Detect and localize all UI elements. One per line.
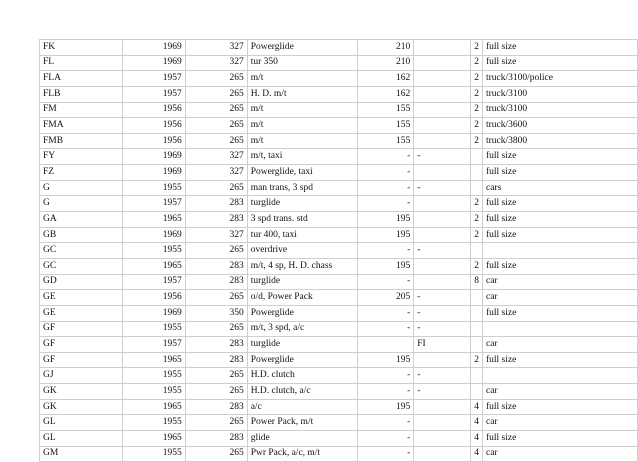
code-cell: GE: [40, 305, 123, 321]
barrel-cell: [471, 337, 483, 353]
carb-cell: [414, 258, 471, 274]
table-row: [40, 337, 638, 353]
code-cell: FL: [40, 55, 123, 71]
year-cell: 1955: [122, 415, 185, 431]
hp-cell: -: [358, 368, 414, 384]
carb-cell: [414, 71, 471, 87]
hp-cell: 205: [358, 290, 414, 306]
application-cell: [482, 243, 637, 259]
application-cell: full size: [482, 196, 637, 212]
year-cell: 1955: [122, 321, 185, 337]
displacement-cell: 327: [185, 227, 247, 243]
displacement-cell: 265: [185, 446, 247, 462]
hp-cell: 210: [358, 40, 414, 56]
carb-cell: -: [414, 384, 471, 400]
transmission-cell: man trans, 3 spd: [247, 180, 357, 196]
displacement-cell: 283: [185, 431, 247, 447]
hp-cell: -: [358, 446, 414, 462]
code-cell: GC: [40, 258, 123, 274]
transmission-cell: Powerglide, taxi: [247, 165, 357, 181]
displacement-cell: 327: [185, 40, 247, 56]
code-cell: GF: [40, 337, 123, 353]
displacement-cell: 327: [185, 149, 247, 165]
displacement-cell: 283: [185, 196, 247, 212]
application-cell: full size: [482, 352, 637, 368]
displacement-cell: 283: [185, 274, 247, 290]
table-row: [40, 180, 638, 196]
barrel-cell: [471, 321, 483, 337]
displacement-cell: 265: [185, 243, 247, 259]
spreadsheet: [39, 39, 638, 462]
carb-cell: [414, 40, 471, 56]
transmission-cell: m/t, 4 sp, H. D. chass: [247, 258, 357, 274]
barrel-cell: 2: [471, 71, 483, 87]
table-row: [40, 133, 638, 149]
year-cell: 1957: [122, 337, 185, 353]
transmission-cell: H. D. m/t: [247, 86, 357, 102]
transmission-cell: turglide: [247, 274, 357, 290]
table-row: [40, 102, 638, 118]
table-row: [40, 368, 638, 384]
barrel-cell: 2: [471, 40, 483, 56]
transmission-cell: m/t: [247, 71, 357, 87]
application-cell: car: [482, 274, 637, 290]
application-cell: car: [482, 290, 637, 306]
barrel-cell: 2: [471, 86, 483, 102]
transmission-cell: H.D. clutch: [247, 368, 357, 384]
barrel-cell: 2: [471, 196, 483, 212]
carb-cell: -: [414, 180, 471, 196]
transmission-cell: a/c: [247, 399, 357, 415]
application-cell: truck/3100/police: [482, 71, 637, 87]
displacement-cell: 265: [185, 415, 247, 431]
year-cell: 1956: [122, 133, 185, 149]
code-cell: GF: [40, 321, 123, 337]
table-row: [40, 71, 638, 87]
transmission-cell: m/t, 3 spd, a/c: [247, 321, 357, 337]
code-cell: FLB: [40, 86, 123, 102]
application-cell: [482, 321, 637, 337]
carb-cell: [414, 165, 471, 181]
displacement-cell: 265: [185, 118, 247, 134]
displacement-cell: 283: [185, 399, 247, 415]
year-cell: 1956: [122, 118, 185, 134]
hp-cell: -: [358, 165, 414, 181]
transmission-cell: Powerglide: [247, 305, 357, 321]
transmission-cell: Pwr Pack, a/c, m/t: [247, 446, 357, 462]
year-cell: 1965: [122, 399, 185, 415]
carb-cell: [414, 212, 471, 228]
displacement-cell: 265: [185, 180, 247, 196]
year-cell: 1969: [122, 55, 185, 71]
carb-cell: -: [414, 305, 471, 321]
carb-cell: FI: [414, 337, 471, 353]
hp-cell: -: [358, 149, 414, 165]
application-cell: car: [482, 337, 637, 353]
engine-code-table: [39, 39, 638, 462]
carb-cell: [414, 227, 471, 243]
code-cell: FLA: [40, 71, 123, 87]
table-row: [40, 243, 638, 259]
transmission-cell: m/t, taxi: [247, 149, 357, 165]
table-row: [40, 290, 638, 306]
application-cell: full size: [482, 227, 637, 243]
table-row: [40, 431, 638, 447]
transmission-cell: tur 400, taxi: [247, 227, 357, 243]
barrel-cell: 2: [471, 55, 483, 71]
table-row: [40, 196, 638, 212]
year-cell: 1965: [122, 212, 185, 228]
displacement-cell: 265: [185, 384, 247, 400]
application-cell: full size: [482, 399, 637, 415]
table-row: [40, 274, 638, 290]
year-cell: 1956: [122, 290, 185, 306]
transmission-cell: m/t: [247, 118, 357, 134]
carb-cell: [414, 431, 471, 447]
application-cell: full size: [482, 149, 637, 165]
carb-cell: [414, 446, 471, 462]
code-cell: GK: [40, 399, 123, 415]
year-cell: 1969: [122, 40, 185, 56]
carb-cell: -: [414, 243, 471, 259]
application-cell: car: [482, 384, 637, 400]
displacement-cell: 265: [185, 102, 247, 118]
displacement-cell: 265: [185, 133, 247, 149]
displacement-cell: 265: [185, 71, 247, 87]
hp-cell: 155: [358, 102, 414, 118]
transmission-cell: Powerglide: [247, 40, 357, 56]
year-cell: 1969: [122, 227, 185, 243]
hp-cell: 195: [358, 258, 414, 274]
hp-cell: 195: [358, 399, 414, 415]
transmission-cell: Powerglide: [247, 352, 357, 368]
barrel-cell: [471, 290, 483, 306]
year-cell: 1969: [122, 165, 185, 181]
carb-cell: [414, 399, 471, 415]
year-cell: 1965: [122, 352, 185, 368]
year-cell: 1969: [122, 305, 185, 321]
transmission-cell: m/t: [247, 133, 357, 149]
application-cell: full size: [482, 165, 637, 181]
hp-cell: -: [358, 384, 414, 400]
table-row: [40, 415, 638, 431]
carb-cell: [414, 133, 471, 149]
hp-cell: 155: [358, 118, 414, 134]
displacement-cell: 283: [185, 352, 247, 368]
displacement-cell: 265: [185, 86, 247, 102]
year-cell: 1955: [122, 384, 185, 400]
table-row: [40, 352, 638, 368]
carb-cell: -: [414, 321, 471, 337]
code-cell: FMA: [40, 118, 123, 134]
barrel-cell: 2: [471, 352, 483, 368]
displacement-cell: 265: [185, 368, 247, 384]
barrel-cell: 4: [471, 399, 483, 415]
hp-cell: 210: [358, 55, 414, 71]
code-cell: G: [40, 180, 123, 196]
table-row: [40, 86, 638, 102]
hp-cell: 195: [358, 212, 414, 228]
carb-cell: [414, 196, 471, 212]
carb-cell: -: [414, 149, 471, 165]
carb-cell: [414, 55, 471, 71]
code-cell: GE: [40, 290, 123, 306]
table-row: [40, 384, 638, 400]
table-row: [40, 305, 638, 321]
hp-cell: [358, 337, 414, 353]
application-cell: full size: [482, 305, 637, 321]
transmission-cell: H.D. clutch, a/c: [247, 384, 357, 400]
carb-cell: -: [414, 290, 471, 306]
table-row: [40, 446, 638, 462]
code-cell: FY: [40, 149, 123, 165]
barrel-cell: 2: [471, 227, 483, 243]
year-cell: 1965: [122, 258, 185, 274]
displacement-cell: 283: [185, 337, 247, 353]
application-cell: truck/3100: [482, 102, 637, 118]
code-cell: FZ: [40, 165, 123, 181]
table-row: [40, 212, 638, 228]
barrel-cell: [471, 180, 483, 196]
code-cell: G: [40, 196, 123, 212]
application-cell: full size: [482, 258, 637, 274]
barrel-cell: 2: [471, 258, 483, 274]
hp-cell: -: [358, 180, 414, 196]
table-row: [40, 165, 638, 181]
year-cell: 1957: [122, 274, 185, 290]
barrel-cell: 2: [471, 212, 483, 228]
table-row: [40, 118, 638, 134]
year-cell: 1957: [122, 86, 185, 102]
hp-cell: -: [358, 305, 414, 321]
code-cell: GM: [40, 446, 123, 462]
barrel-cell: 2: [471, 133, 483, 149]
year-cell: 1955: [122, 368, 185, 384]
table-row: [40, 258, 638, 274]
code-cell: GA: [40, 212, 123, 228]
code-cell: GK: [40, 384, 123, 400]
displacement-cell: 265: [185, 321, 247, 337]
table-row: [40, 40, 638, 56]
code-cell: GD: [40, 274, 123, 290]
application-cell: truck/3600: [482, 118, 637, 134]
year-cell: 1955: [122, 180, 185, 196]
transmission-cell: glide: [247, 431, 357, 447]
barrel-cell: [471, 243, 483, 259]
hp-cell: 155: [358, 133, 414, 149]
table-body: [40, 40, 638, 462]
table-row: [40, 321, 638, 337]
hp-cell: 162: [358, 71, 414, 87]
barrel-cell: [471, 384, 483, 400]
displacement-cell: 265: [185, 290, 247, 306]
barrel-cell: [471, 149, 483, 165]
hp-cell: 195: [358, 227, 414, 243]
displacement-cell: 283: [185, 258, 247, 274]
year-cell: 1955: [122, 243, 185, 259]
carb-cell: [414, 352, 471, 368]
transmission-cell: overdrive: [247, 243, 357, 259]
hp-cell: -: [358, 321, 414, 337]
code-cell: GF: [40, 352, 123, 368]
carb-cell: [414, 274, 471, 290]
barrel-cell: 2: [471, 102, 483, 118]
code-cell: GC: [40, 243, 123, 259]
application-cell: [482, 368, 637, 384]
application-cell: car: [482, 415, 637, 431]
barrel-cell: 2: [471, 118, 483, 134]
barrel-cell: 4: [471, 415, 483, 431]
barrel-cell: [471, 368, 483, 384]
application-cell: full size: [482, 55, 637, 71]
barrel-cell: 8: [471, 274, 483, 290]
year-cell: 1957: [122, 71, 185, 87]
code-cell: GL: [40, 415, 123, 431]
application-cell: truck/3800: [482, 133, 637, 149]
carb-cell: [414, 102, 471, 118]
transmission-cell: m/t: [247, 102, 357, 118]
barrel-cell: [471, 305, 483, 321]
barrel-cell: [471, 165, 483, 181]
application-cell: full size: [482, 212, 637, 228]
transmission-cell: o/d, Power Pack: [247, 290, 357, 306]
barrel-cell: 4: [471, 446, 483, 462]
hp-cell: -: [358, 243, 414, 259]
transmission-cell: 3 spd trans. std: [247, 212, 357, 228]
table-row: [40, 227, 638, 243]
code-cell: FK: [40, 40, 123, 56]
year-cell: 1957: [122, 196, 185, 212]
hp-cell: -: [358, 196, 414, 212]
hp-cell: -: [358, 431, 414, 447]
year-cell: 1955: [122, 446, 185, 462]
transmission-cell: Power Pack, m/t: [247, 415, 357, 431]
table-row: [40, 55, 638, 71]
code-cell: GJ: [40, 368, 123, 384]
application-cell: cars: [482, 180, 637, 196]
barrel-cell: 4: [471, 431, 483, 447]
code-cell: GB: [40, 227, 123, 243]
year-cell: 1956: [122, 102, 185, 118]
displacement-cell: 327: [185, 55, 247, 71]
table-row: [40, 399, 638, 415]
displacement-cell: 283: [185, 212, 247, 228]
table-row: [40, 149, 638, 165]
year-cell: 1965: [122, 431, 185, 447]
application-cell: full size: [482, 40, 637, 56]
displacement-cell: 327: [185, 165, 247, 181]
transmission-cell: tur 350: [247, 55, 357, 71]
carb-cell: [414, 86, 471, 102]
application-cell: full size: [482, 431, 637, 447]
carb-cell: [414, 118, 471, 134]
year-cell: 1969: [122, 149, 185, 165]
application-cell: car: [482, 446, 637, 462]
hp-cell: -: [358, 274, 414, 290]
hp-cell: 195: [358, 352, 414, 368]
hp-cell: -: [358, 415, 414, 431]
displacement-cell: 350: [185, 305, 247, 321]
hp-cell: 162: [358, 86, 414, 102]
application-cell: truck/3100: [482, 86, 637, 102]
code-cell: FMB: [40, 133, 123, 149]
carb-cell: [414, 415, 471, 431]
transmission-cell: turglide: [247, 337, 357, 353]
carb-cell: -: [414, 368, 471, 384]
code-cell: FM: [40, 102, 123, 118]
transmission-cell: turglide: [247, 196, 357, 212]
code-cell: GL: [40, 431, 123, 447]
